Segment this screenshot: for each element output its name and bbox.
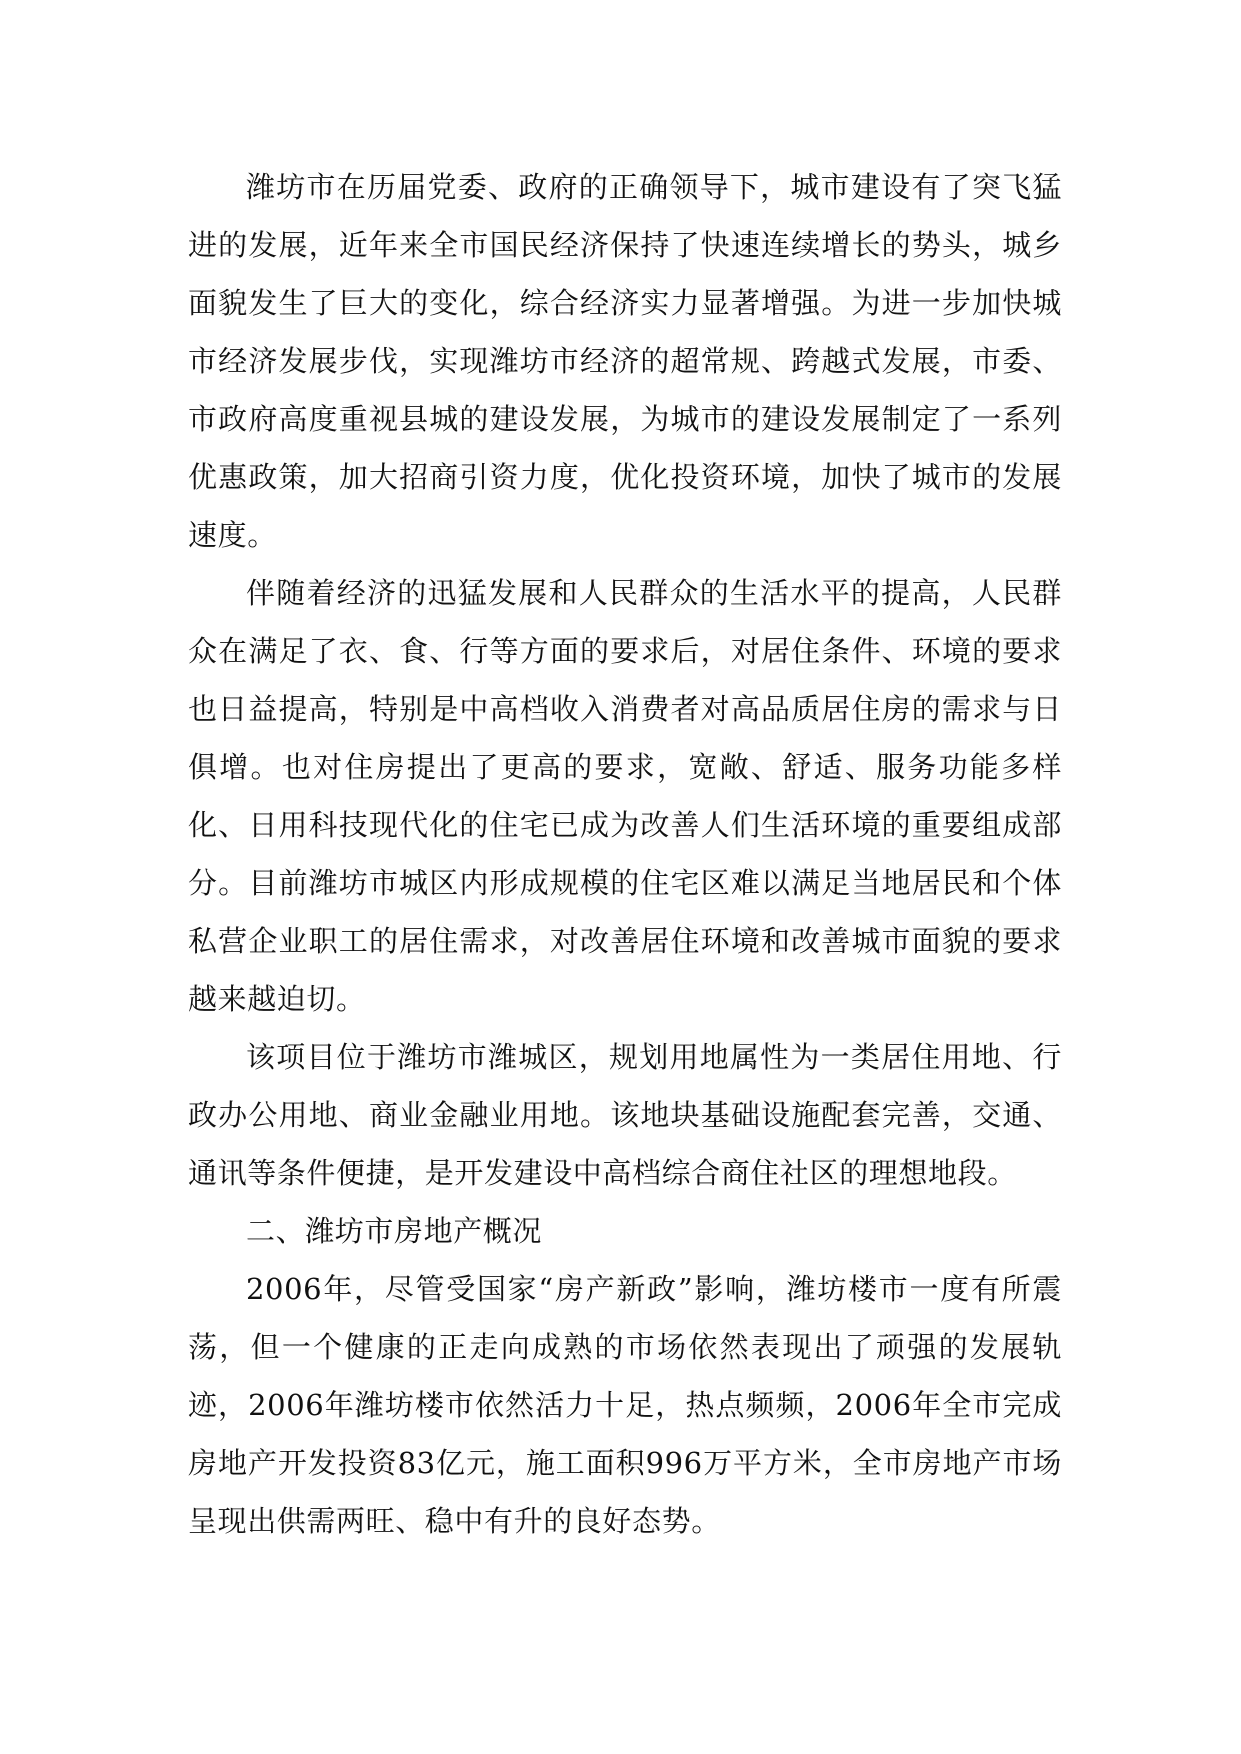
paragraph-city-development: 潍坊市在历届党委、政府的正确领导下，城市建设有了突飞猛进的发展，近年来全市国民经济保持了快速连续增长的势头，城乡面貌发生了巨大的变化，综合经济实力显著增强。为进一步加快城市经济发展步伐，实现潍坊市经济的超常规、跨越式发展，市委、市政府高度重视县城的建设发展，为城市的建设发展制定了一系列优惠政策，加大招商引资力度，优化投资环境，加快了城市的发展速度。 — [188, 170, 1062, 552]
section-heading-real-estate-overview: 二、潍坊市房地产概况 — [246, 1214, 543, 1248]
paragraph-market-2006: 2006年，尽管受国家“房产新政”影响，潍坊楼市一度有所震荡，但一个健康的正走向成熟的市场依然表现出了顽强的发展轨迹，2006年潍坊楼市依然活力十足，热点频频，2006年全市完成房地产开发投资83亿元，施工面积996万平方米，全市房地产市场呈现出供需两旺、稳中有升的良好态势。 — [188, 1272, 1062, 1538]
paragraph-housing-demand: 伴随着经济的迅猛发展和人民群众的生活水平的提高，人民群众在满足了衣、食、行等方面的要求后，对居住条件、环境的要求也日益提高，特别是中高档收入消费者对高品质居住房的需求与日俱增。也对住房提出了更高的要求，宽敞、舒适、服务功能多样化、日用科技现代化的住宅已成为改善人们生活环境的重要组成部分。目前潍坊市城区内形成规模的住宅区难以满足当地居民和个体私营企业职工的居住需求，对改善居住环境和改善城市面貌的要求越来越迫切。 — [188, 576, 1062, 1016]
document-body — [188, 158, 1062, 1550]
paragraph-project-location: 该项目位于潍坊市潍城区，规划用地属性为一类居住用地、行政办公用地、商业金融业用地。该地块基础设施配套完善，交通、通讯等条件便捷，是开发建设中高档综合商住社区的理想地段。 — [188, 1040, 1062, 1190]
